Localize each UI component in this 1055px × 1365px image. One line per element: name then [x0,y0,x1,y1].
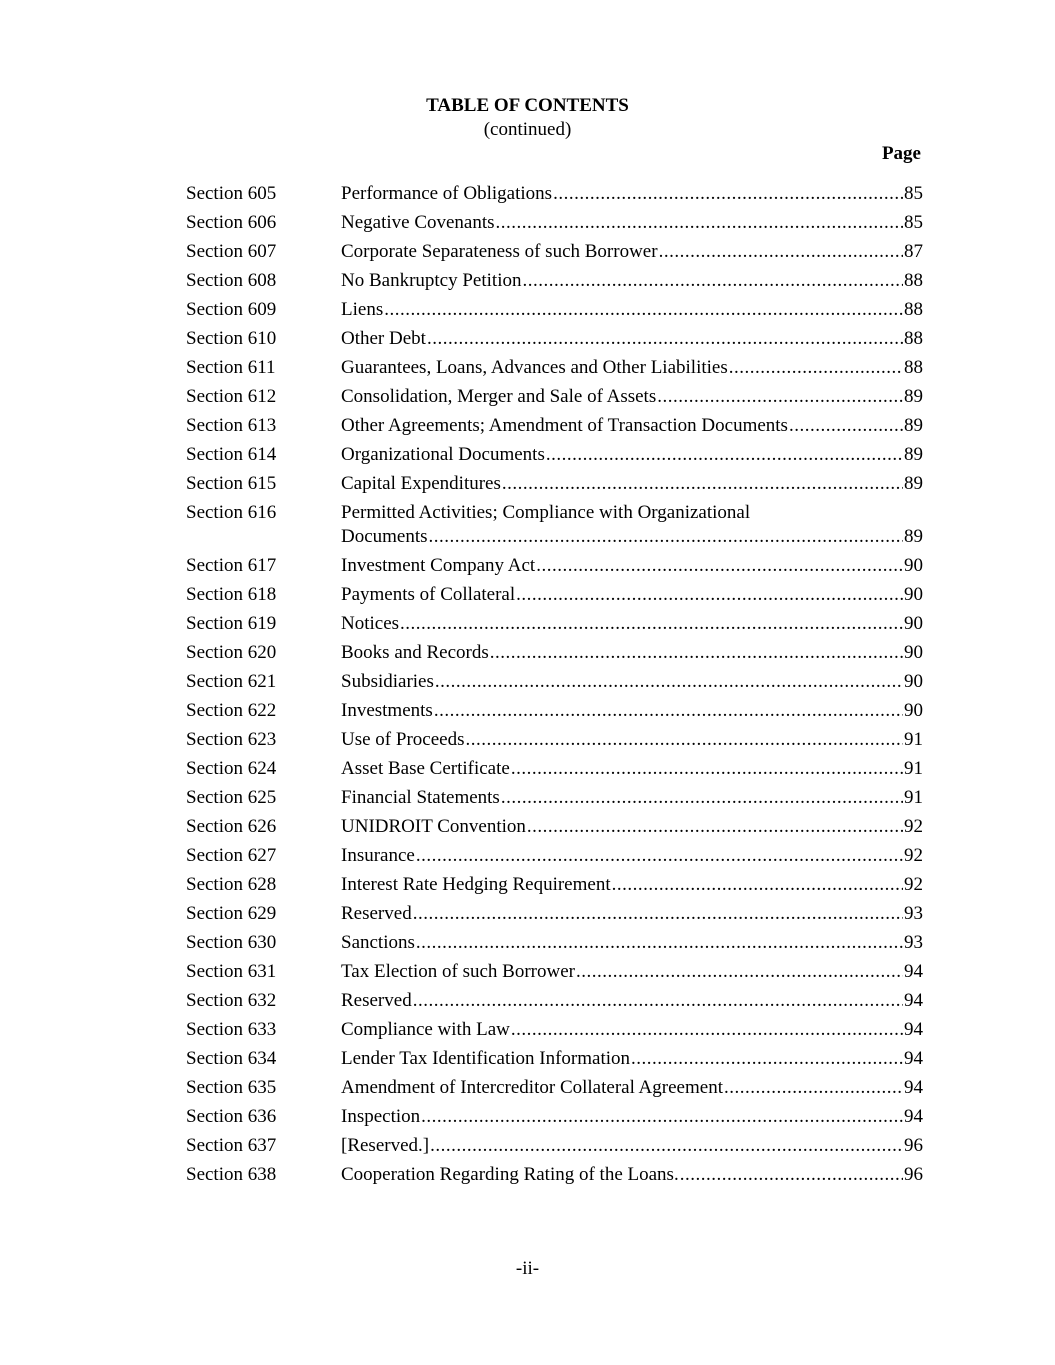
section-number: Section 616 [186,502,277,523]
section-title: Amendment of Intercreditor Collateral Agreement [341,1077,723,1098]
section-number: Section 622 [186,700,277,721]
toc-entry[interactable] [186,297,923,326]
section-title: Liens [341,299,384,320]
dot-leader [527,814,903,840]
page-number: 90 [904,613,923,634]
page-number: 94 [904,990,923,1011]
section-number: Section 606 [186,212,277,233]
dot-leader [553,181,903,207]
section-title: Negative Covenants [341,212,495,233]
page-number: 85 [904,183,923,204]
dot-leader [413,901,903,927]
toc-entry[interactable] [186,413,923,442]
section-number: Section 638 [186,1164,277,1185]
dot-leader [511,1017,903,1043]
dot-leader [496,210,903,236]
toc-entry[interactable] [186,471,923,500]
section-number: Section 621 [186,671,277,692]
dot-leader [502,471,903,497]
section-title: Payments of Collateral [341,584,516,605]
toc-entry[interactable] [186,384,923,413]
dot-leader [522,268,903,294]
section-title: Asset Base Certificate [341,758,510,779]
section-title: Notices [341,613,400,634]
section-title-line1: Permitted Activities; Compliance with Organizational [341,502,751,523]
page-number: 92 [904,816,923,837]
section-title: Insurance [341,845,415,866]
dot-leader [416,930,903,956]
page-number: 88 [904,299,923,320]
section-number: Section 624 [186,758,277,779]
section-number: Section 628 [186,874,277,895]
page-number: 88 [904,328,923,349]
section-number: Section 605 [186,183,277,204]
toc-entry[interactable] [186,756,923,785]
dot-leader [501,785,903,811]
toc-list [186,181,923,1191]
dot-leader [435,669,903,695]
page-number: 89 [904,473,923,494]
page-number: 93 [904,932,923,953]
section-title: Interest Rate Hedging Requirement [341,874,611,895]
dot-leader [724,1075,903,1101]
dot-leader [659,239,903,265]
page-number: 90 [904,555,923,576]
toc-entry[interactable] [186,611,923,640]
toc-title: TABLE OF CONTENTS [426,95,629,116]
section-title: Tax Election of such Borrower [341,961,575,982]
toc-entry[interactable] [186,1017,923,1046]
page-number: 90 [904,700,923,721]
dot-leader [516,582,903,608]
section-number: Section 611 [186,357,276,378]
toc-subtitle: (continued) [483,119,572,140]
section-title: Corporate Separateness of such Borrower [341,241,658,262]
page-number: 92 [904,874,923,895]
section-number: Section 618 [186,584,277,605]
page-number: 91 [904,729,923,750]
section-number: Section 612 [186,386,277,407]
section-number: Section 615 [186,473,277,494]
section-number: Section 623 [186,729,277,750]
section-title: Financial Statements [341,787,500,808]
dot-leader [536,553,903,579]
dot-leader [400,611,903,637]
toc-entry[interactable] [186,1133,923,1162]
dot-leader [413,988,903,1014]
page-number: 89 [904,526,923,547]
footer-page-number: -ii- [515,1258,540,1279]
page-number: 96 [904,1135,923,1156]
section-title: Use of Proceeds [341,729,465,750]
section-title-line2: Documents [341,526,428,547]
dot-leader [429,524,903,550]
toc-entry[interactable] [186,698,923,727]
dot-leader [384,297,903,323]
toc-entry[interactable] [186,500,923,553]
section-title: Capital Expenditures [341,473,501,494]
toc-entry[interactable] [186,814,923,843]
toc-entry[interactable] [186,959,923,988]
section-title: Inspection [341,1106,421,1127]
toc-entry[interactable] [186,181,923,210]
toc-entry[interactable] [186,1075,923,1104]
section-title: Subsidiaries [341,671,434,692]
page-number: 89 [904,444,923,465]
dot-leader [427,326,903,352]
dot-leader [430,1133,903,1159]
page-number: 96 [904,1164,923,1185]
toc-entry[interactable] [186,268,923,297]
section-title: Sanctions [341,932,415,953]
dot-leader [511,756,903,782]
section-title: Investment Company Act [341,555,536,576]
section-title: Other Agreements; Amendment of Transaction Documents [341,415,788,436]
page-number: 94 [904,1106,923,1127]
section-title: Lender Tax Identification Information [341,1048,631,1069]
section-number: Section 635 [186,1077,277,1098]
dot-leader [465,727,903,753]
toc-entry[interactable] [186,355,923,384]
toc-entry[interactable] [186,988,923,1017]
page-number: 94 [904,1048,923,1069]
page-number: 87 [904,241,923,262]
toc-entry[interactable] [186,326,923,355]
page-number: 90 [904,584,923,605]
page-number: 94 [904,1077,923,1098]
page-number: 85 [904,212,923,233]
section-number: Section 613 [186,415,277,436]
page-number: 88 [904,357,923,378]
toc-entry[interactable] [186,1104,923,1133]
section-title: Guarantees, Loans, Advances and Other Liabilities [341,357,728,378]
section-title: Books and Records [341,642,489,663]
section-number: Section 636 [186,1106,277,1127]
section-number: Section 627 [186,845,277,866]
dot-leader [416,843,903,869]
section-title: Other Debt [341,328,426,349]
section-number: Section 625 [186,787,277,808]
section-number: Section 634 [186,1048,277,1069]
section-number: Section 629 [186,903,277,924]
page-number: 92 [904,845,923,866]
section-title: Performance of Obligations [341,183,553,204]
toc-entry[interactable] [186,872,923,901]
section-number: Section 619 [186,613,277,634]
section-title: Compliance with Law [341,1019,510,1040]
page-number: 89 [904,415,923,436]
page-number: 94 [904,961,923,982]
section-title: Reserved [341,903,412,924]
toc-entry[interactable] [186,239,923,268]
toc-entry[interactable] [186,640,923,669]
dot-leader [421,1104,903,1130]
page-number: 88 [904,270,923,291]
dot-leader [729,355,903,381]
dot-leader [546,442,903,468]
page-number: 90 [904,671,923,692]
section-number: Section 614 [186,444,277,465]
page-column-header: Page [881,143,921,164]
section-number: Section 626 [186,816,277,837]
page-number: 91 [904,758,923,779]
section-number: Section 631 [186,961,277,982]
page-number: 94 [904,1019,923,1040]
dot-leader [612,872,903,898]
page-number: 90 [904,642,923,663]
toc-entry[interactable] [186,442,923,471]
dot-leader [789,413,903,439]
section-number: Section 609 [186,299,277,320]
section-title: UNIDROIT Convention [341,816,526,837]
section-title: Cooperation Regarding Rating of the Loans. [341,1164,679,1185]
toc-entry[interactable] [186,553,923,582]
toc-entry[interactable] [186,727,923,756]
section-number: Section 630 [186,932,277,953]
section-title: Organizational Documents [341,444,545,465]
page-number: 91 [904,787,923,808]
section-number: Section 620 [186,642,277,663]
section-title: Investments [341,700,433,721]
section-number: Section 632 [186,990,277,1011]
section-number: Section 608 [186,270,277,291]
toc-entry[interactable] [186,582,923,611]
toc-entry[interactable] [186,843,923,872]
page-number: 89 [904,386,923,407]
toc-entry[interactable] [186,1046,923,1075]
dot-leader [680,1162,903,1188]
section-number: Section 610 [186,328,277,349]
section-title: [Reserved.] [341,1135,430,1156]
dot-leader [657,384,903,410]
section-number: Section 617 [186,555,277,576]
section-title: Reserved [341,990,412,1011]
dot-leader [576,959,903,985]
toc-entry[interactable] [186,930,923,959]
page-number: 93 [904,903,923,924]
section-number: Section 607 [186,241,277,262]
toc-entry[interactable] [186,210,923,239]
dot-leader [631,1046,903,1072]
dot-leader [490,640,903,666]
section-title: Consolidation, Merger and Sale of Assets [341,386,657,407]
dot-leader [434,698,903,724]
toc-entry[interactable] [186,1162,923,1191]
section-number: Section 633 [186,1019,277,1040]
section-title: No Bankruptcy Petition [341,270,522,291]
section-number: Section 637 [186,1135,277,1156]
toc-entry[interactable] [186,901,923,930]
toc-entry[interactable] [186,785,923,814]
toc-entry[interactable] [186,669,923,698]
